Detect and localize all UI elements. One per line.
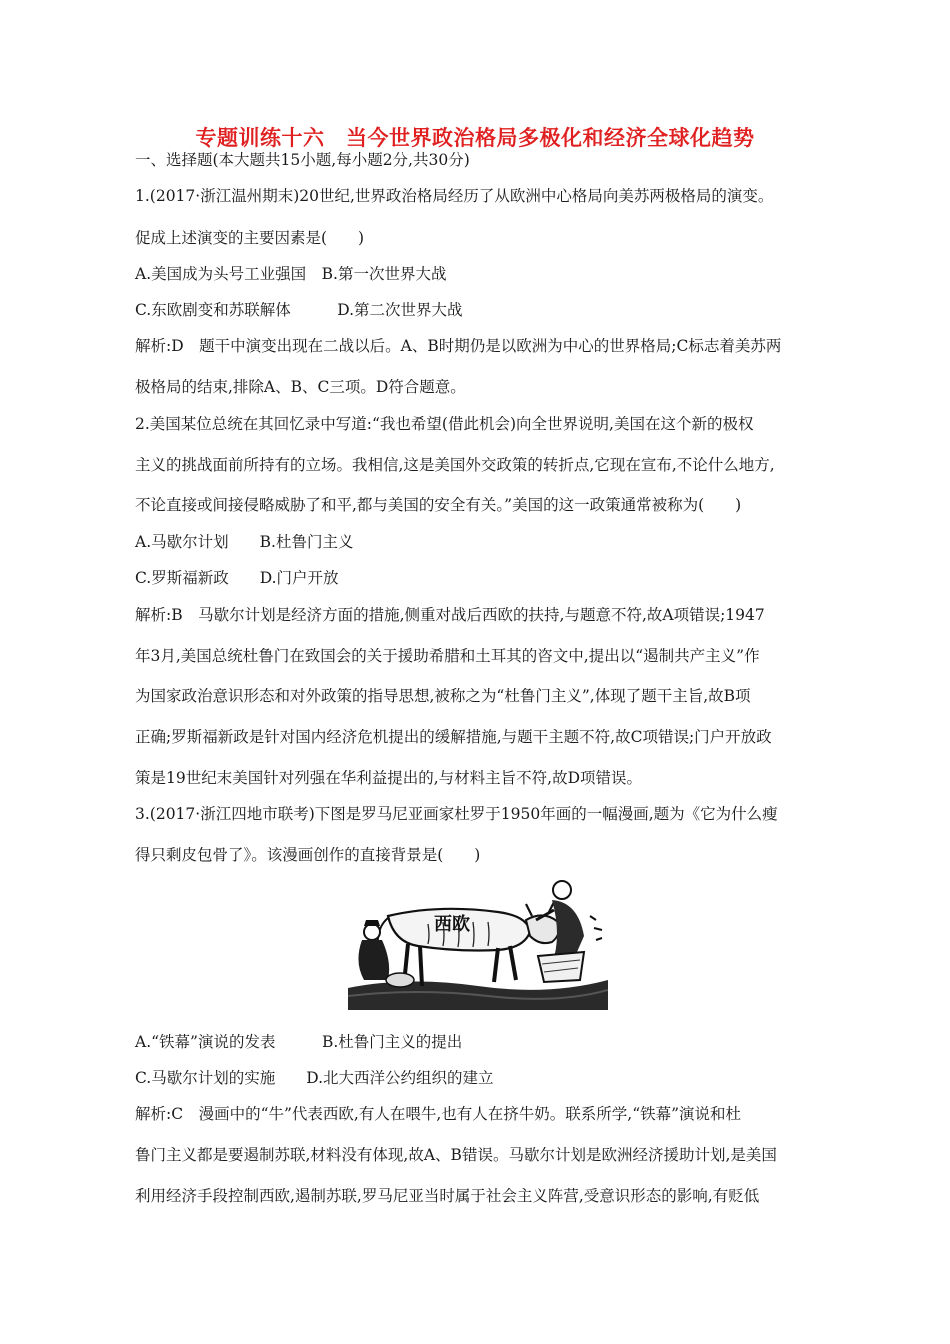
q2-analysis-line-4: 正确;罗斯福新政是针对国内经济危机提出的缓解措施,与题干主题不符,故C项错误;门户开放政 — [135, 728, 772, 746]
page-title: 专题训练十六 当今世界政治格局多极化和经济全球化趋势 — [195, 126, 755, 150]
q1-stem-line-2: 促成上述演变的主要因素是( ) — [135, 229, 365, 247]
q1-analysis-line-1: 解析:D 题干中演变出现在二战以后。A、B时期仍是以欧洲为中心的世界格局;C标志着美苏两 — [135, 337, 782, 355]
q2-options-ab: A.马歇尔计划 B.杜鲁门主义 — [135, 533, 354, 551]
q3-options-cd: C.马歇尔计划的实施 D.北大西洋公约组织的建立 — [135, 1069, 494, 1087]
q1-stem-line-1: 1.(2017·浙江温州期末)20世纪,世界政治格局经历了从欧洲中心格局向美苏两极格局的演变。 — [135, 187, 774, 205]
q2-stem-line-1: 2.美国某位总统在其回忆录中写道:“我也希望(借此机会)向全世界说明,美国在这个新的极权 — [135, 415, 754, 433]
q2-stem-line-3: 不论直接或间接侵略威胁了和平,都与美国的安全有关。”美国的这一政策通常被称为( ) — [135, 496, 742, 514]
cartoon-cow-label: 西欧 — [434, 914, 470, 935]
q2-stem-line-2: 主义的挑战面前所持有的立场。我相信,这是美国外交政策的转折点,它现在宣布,不论什么地方, — [135, 456, 775, 474]
q3-analysis-line-2: 鲁门主义都是要遏制苏联,材料没有体现,故A、B错误。马歇尔计划是欧洲经济援助计划,是美国 — [135, 1146, 777, 1164]
q2-analysis-line-3: 为国家政治意识形态和对外政策的指导思想,被称之为“杜鲁门主义”,体现了题干主旨,故B项 — [135, 687, 751, 705]
section-heading: 一、选择题(本大题共15小题,每小题2分,共30分) — [135, 151, 470, 169]
q2-analysis-line-5: 策是19世纪末美国针对列强在华利益提出的,与材料主旨不符,故D项错误。 — [135, 769, 643, 787]
q2-analysis-line-2: 年3月,美国总统杜鲁门在致国会的关于援助希腊和土耳其的咨文中,提出以“遏制共产主义”作 — [135, 647, 760, 665]
q3-options-ab: A.“铁幕”演说的发表 B.杜鲁门主义的提出 — [135, 1033, 463, 1051]
q2-analysis-line-1: 解析:B 马歇尔计划是经济方面的措施,侧重对战后西欧的扶持,与题意不符,故A项错误;1947 — [135, 606, 765, 624]
q3-analysis-line-3: 利用经济手段控制西欧,遏制苏联,罗马尼亚当时属于社会主义阵营,受意识形态的影响,有贬低 — [135, 1187, 760, 1205]
q1-options-ab: A.美国成为头号工业强国 B.第一次世界大战 — [135, 265, 447, 283]
q3-stem-line-1: 3.(2017·浙江四地市联考)下图是罗马尼亚画家杜罗于1950年画的一幅漫画,题为《它为什么瘦 — [135, 805, 778, 823]
q1-options-cd: C.东欧剧变和苏联解体 D.第二次世界大战 — [135, 301, 463, 319]
q2-options-cd: C.罗斯福新政 D.门户开放 — [135, 569, 339, 587]
q3-analysis-line-1: 解析:C 漫画中的“牛”代表西欧,有人在喂牛,也有人在挤牛奶。联系所学,“铁幕”演说和杜 — [135, 1105, 742, 1123]
cartoon-image — [348, 876, 608, 1010]
q1-analysis-line-2: 极格局的结束,排除A、B、C三项。D符合题意。 — [135, 378, 466, 396]
q3-stem-line-2: 得只剩皮包骨了》。该漫画创作的直接背景是( ) — [135, 846, 481, 864]
